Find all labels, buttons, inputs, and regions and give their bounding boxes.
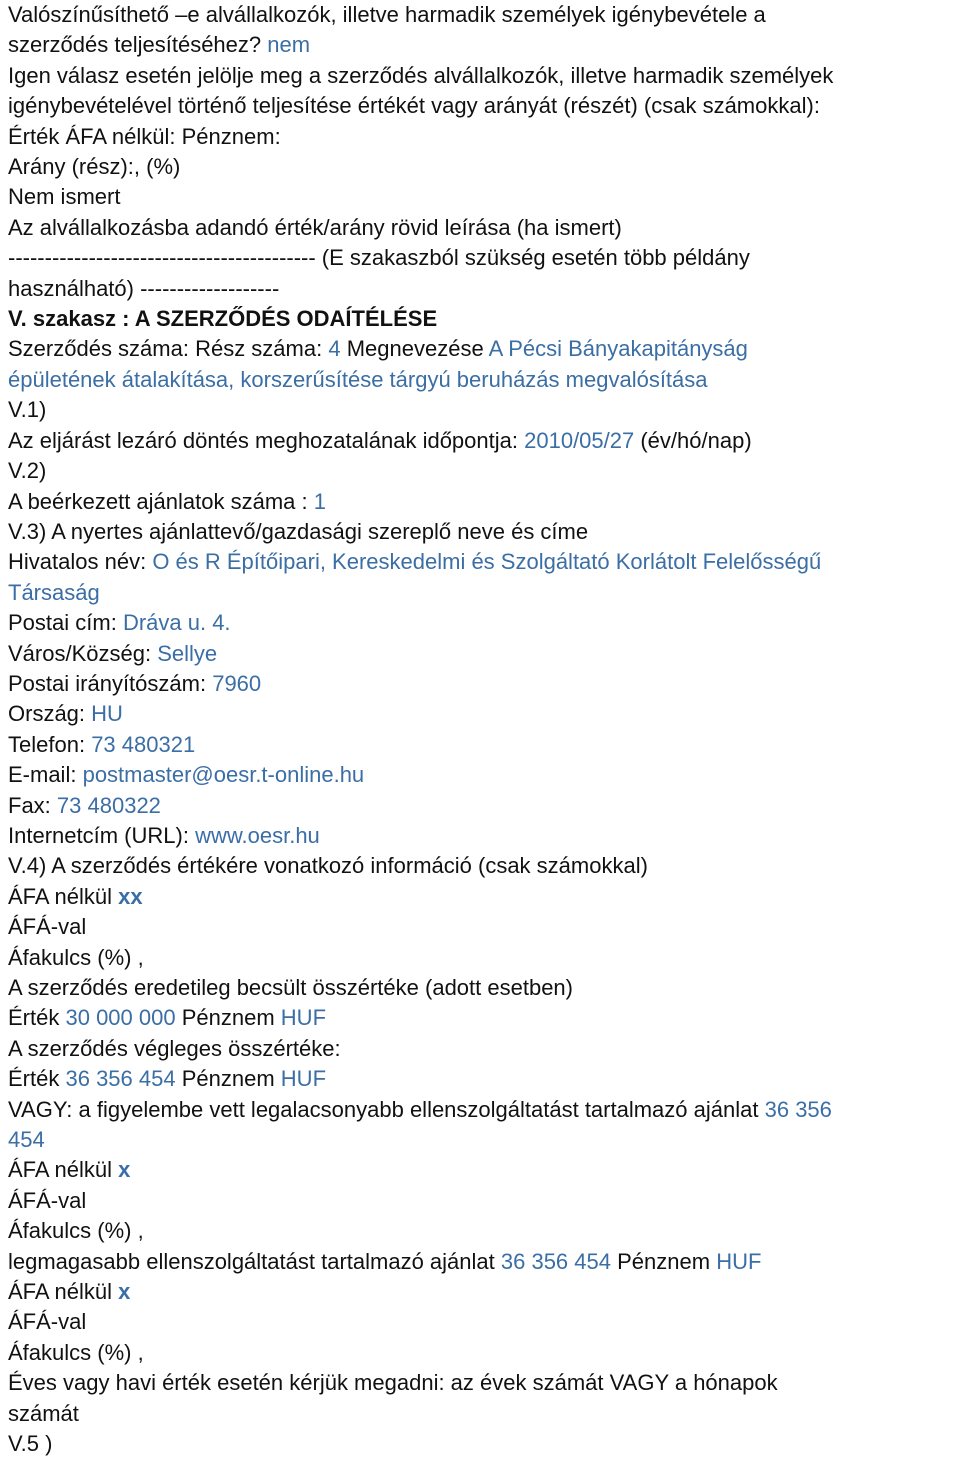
final-total-label: A szerződés végleges összértéke: [8, 1035, 341, 1061]
contract-number-row: Szerződés száma: Rész száma: 4 Megnevezése A Pécsi Bányakapitányság [8, 336, 748, 362]
estimated-currency: HUF [280, 1005, 327, 1031]
fax-row: Fax: 73 480322 [8, 792, 161, 818]
section-separator: ------------------------------------------ (E szakaszból szükség esetén több példány [8, 245, 750, 271]
value-currency-label: Érték ÁFA nélkül: Pénznem: [8, 123, 281, 149]
phone-value: 73 480321 [91, 731, 196, 757]
question-subcontractors: Valószínűsíthető –e alvállalkozók, illetve harmadik személyek igénybevétele a [8, 2, 766, 27]
postal-address-value: Dráva u. 4. [122, 610, 231, 636]
official-name-value-cont: Társaság [8, 579, 100, 605]
postal-code-value: 7960 [212, 670, 262, 696]
vat-included-label: ÁFÁ-val [8, 914, 87, 940]
city-row: Város/Község: Sellye [8, 640, 218, 666]
postal-address-row: Postai cím: Dráva u. 4. [8, 610, 231, 636]
country-value: HU [91, 701, 123, 727]
vat-excluded-row: ÁFA nélkül xx [8, 883, 143, 909]
country-row: Ország: HU [8, 701, 123, 727]
question-subcontractors-cont: szerződés teljesítéséhez? nem [8, 32, 311, 58]
vat-rate-label-2: Áfakulcs (%) , [8, 1218, 144, 1244]
city-value: Sellye [157, 640, 218, 666]
final-value-row: Érték 36 356 454 Pénznem HUF [8, 1066, 327, 1092]
highest-offer-row: legmagasabb ellenszolgáltatást tartalmazó ajánlat 36 356 454 Pénznem HUF [8, 1248, 762, 1274]
subsection-v4: V.4) A szerződés értékére vonatkozó információ (csak számokkal) [8, 853, 648, 879]
email-row: E-mail: postmaster@oesr.t-online.hu [8, 762, 365, 788]
vat-excluded-row-3: ÁFA nélkül x [8, 1279, 131, 1305]
unknown-label: Nem ismert [8, 184, 121, 210]
contract-name-value: A Pécsi Bányakapitányság [488, 336, 748, 362]
email-link[interactable]: postmaster@oesr.t-online.hu [82, 762, 365, 788]
instruction-text: Igen válasz esetén jelölje meg a szerződés alvállalkozók, illetve harmadik személyek [8, 62, 834, 88]
final-value: 36 356 454 [65, 1066, 176, 1092]
final-currency: HUF [280, 1066, 327, 1092]
highest-offer-currency: HUF [716, 1248, 762, 1274]
subsection-v5: V.5 ) [8, 1431, 53, 1457]
subsection-v2: V.2) [8, 458, 47, 484]
lowest-offer-value: 36 356 [764, 1096, 832, 1122]
estimated-value-row: Érték 30 000 000 Pénznem HUF [8, 1005, 327, 1031]
vat-included-label-2: ÁFÁ-val [8, 1187, 87, 1213]
url-row: Internetcím (URL): www.oesr.hu [8, 822, 320, 848]
estimated-total-label: A szerződés eredetileg becsült összértéke (adott esetben) [8, 975, 573, 1000]
vat-excluded-mark-2: x [118, 1157, 131, 1183]
vat-excluded-mark-3: x [118, 1279, 131, 1305]
section-heading: V. szakasz : A SZERZŐDÉS ODAÍTÉLÉSE [8, 306, 438, 332]
estimated-value: 30 000 000 [65, 1005, 176, 1031]
vat-rate-label: Áfakulcs (%) , [8, 944, 144, 970]
fax-value: 73 480322 [56, 792, 161, 818]
decision-date-row: Az eljárást lezáró döntés meghozatalának időpontja: 2010/05/27 (év/hó/nap) [8, 427, 752, 453]
lowest-offer-row: VAGY: a figyelembe vett legalacsonyabb ellenszolgáltatást tartalmazó ajánlat 36 356 [8, 1096, 832, 1122]
subsection-v1: V.1) [8, 397, 47, 423]
duration-instruction: Éves vagy havi érték esetén kérjük megadni: az évek számát VAGY a hónapok [8, 1370, 778, 1396]
offers-count-value: 1 [313, 488, 326, 514]
part-number-value: 4 [328, 336, 341, 362]
duration-instruction-cont: számát [8, 1400, 79, 1426]
section-separator-cont: használható) ------------------- [8, 275, 280, 301]
offers-count-row: A beérkezett ajánlatok száma : 1 [8, 488, 326, 514]
lowest-offer-value-cont: 454 [8, 1127, 45, 1153]
vat-excluded-row-2: ÁFA nélkül x [8, 1157, 131, 1183]
website-link[interactable]: www.oesr.hu [195, 822, 320, 848]
answer-value: nem [267, 32, 311, 58]
postal-code-row: Postai irányítószám: 7960 [8, 670, 262, 696]
vat-included-label-3: ÁFÁ-val [8, 1309, 87, 1335]
official-name-row: Hivatalos név: O és R Építőipari, Kereskedelmi és Szolgáltató Korlátolt Felelősségű [8, 549, 822, 575]
decision-date-value: 2010/05/27 [524, 427, 635, 453]
subsection-v3: V.3) A nyertes ajánlattevő/gazdasági szereplő neve és címe [8, 518, 589, 544]
vat-excluded-mark: xx [118, 883, 143, 909]
subcontract-description-label: Az alvállalkozásba adandó érték/arány rövid leírása (ha ismert) [8, 214, 622, 240]
phone-row: Telefon: 73 480321 [8, 731, 196, 757]
ratio-label: Arány (rész):, (%) [8, 154, 181, 180]
official-name-value: O és R Építőipari, Kereskedelmi és Szolgáltató Korlátolt Felelősségű [152, 549, 822, 575]
vat-rate-label-3: Áfakulcs (%) , [8, 1339, 144, 1365]
contract-name-value-cont: épületének átalakítása, korszerűsítése tárgyú beruházás megvalósítása [8, 366, 708, 392]
highest-offer-value: 36 356 454 [500, 1248, 611, 1274]
instruction-text-cont: igénybevételével történő teljesítése értékét vagy arányát (részét) (csak számokkal): [8, 93, 820, 119]
